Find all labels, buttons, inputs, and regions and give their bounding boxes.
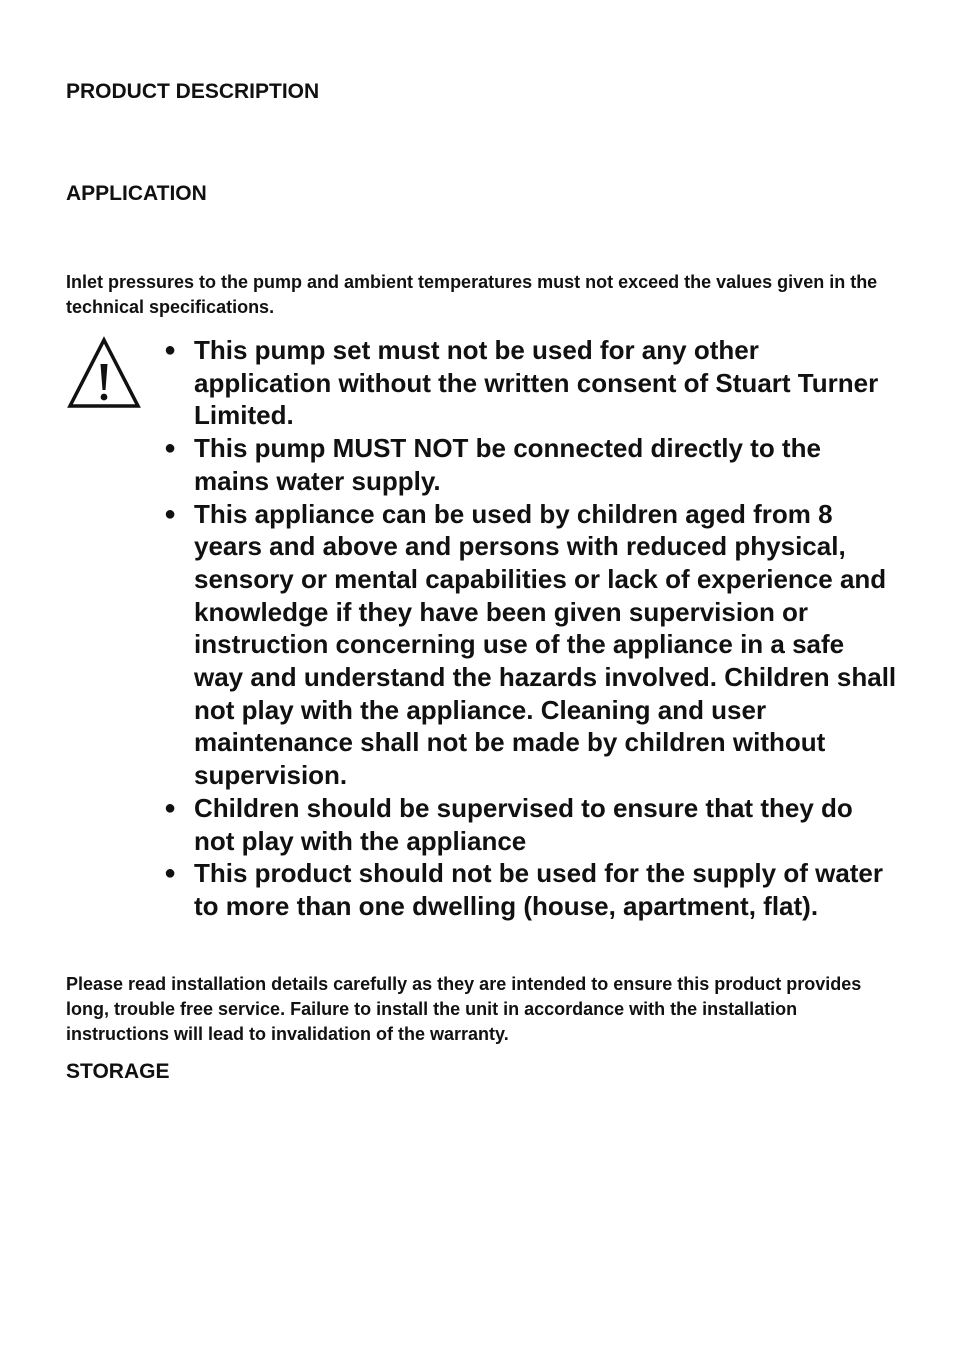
warning-item: [160, 334, 900, 432]
bullet-icon: ●: [164, 339, 177, 361]
heading-product-description: PRODUCT DESCRIPTION: [66, 80, 320, 103]
inlet-pressure-note: Inlet pressures to the pump and ambient temperatures must not exceed the values given in the technical specifications.: [66, 272, 878, 317]
warning-item: [160, 498, 900, 792]
bullet-icon: ●: [164, 862, 177, 885]
heading-storage: STORAGE: [66, 1060, 170, 1083]
warning-item: [160, 432, 900, 497]
warning-triangle-icon: [66, 336, 142, 410]
bullet-icon: ●: [164, 796, 177, 819]
warning-item-text: This product should not be used for the supply of water to more than one dwelling (house, apartment, flat).: [194, 858, 884, 921]
warning-item-text: This pump set must not be used for any other application without the written consent of Stuart Turner Limited.: [194, 335, 879, 431]
warning-list: [160, 334, 900, 923]
warning-item-text: This pump MUST NOT be connected directly to the mains water supply.: [194, 433, 821, 496]
warning-item-text: Children should be supervised to ensure that they do not play with the appliance: [194, 792, 853, 856]
bullet-icon: ●: [164, 437, 177, 460]
bullet-icon: ●: [164, 502, 177, 525]
warning-item-text: This appliance can be used by children aged from 8 years and above and persons with reduced physical, sensory or mental capabilities or lack of experience and knowledge if they have been given supervision or instruction concerning use of the appliance in a safe way and understand the hazards involved. Children shall not play with the appliance. Cleaning and user maintenance shall not be made by children without supervision.: [194, 498, 897, 791]
warning-item: [160, 792, 900, 857]
installation-note: Please read installation details carefully as they are intended to ensure this product provides long, trouble free service. Failure to install the unit in accordance with the installation instructions will lead to invalidation of the warranty.: [66, 974, 862, 1044]
warning-item: [160, 857, 900, 922]
heading-application: APPLICATION: [66, 182, 207, 205]
